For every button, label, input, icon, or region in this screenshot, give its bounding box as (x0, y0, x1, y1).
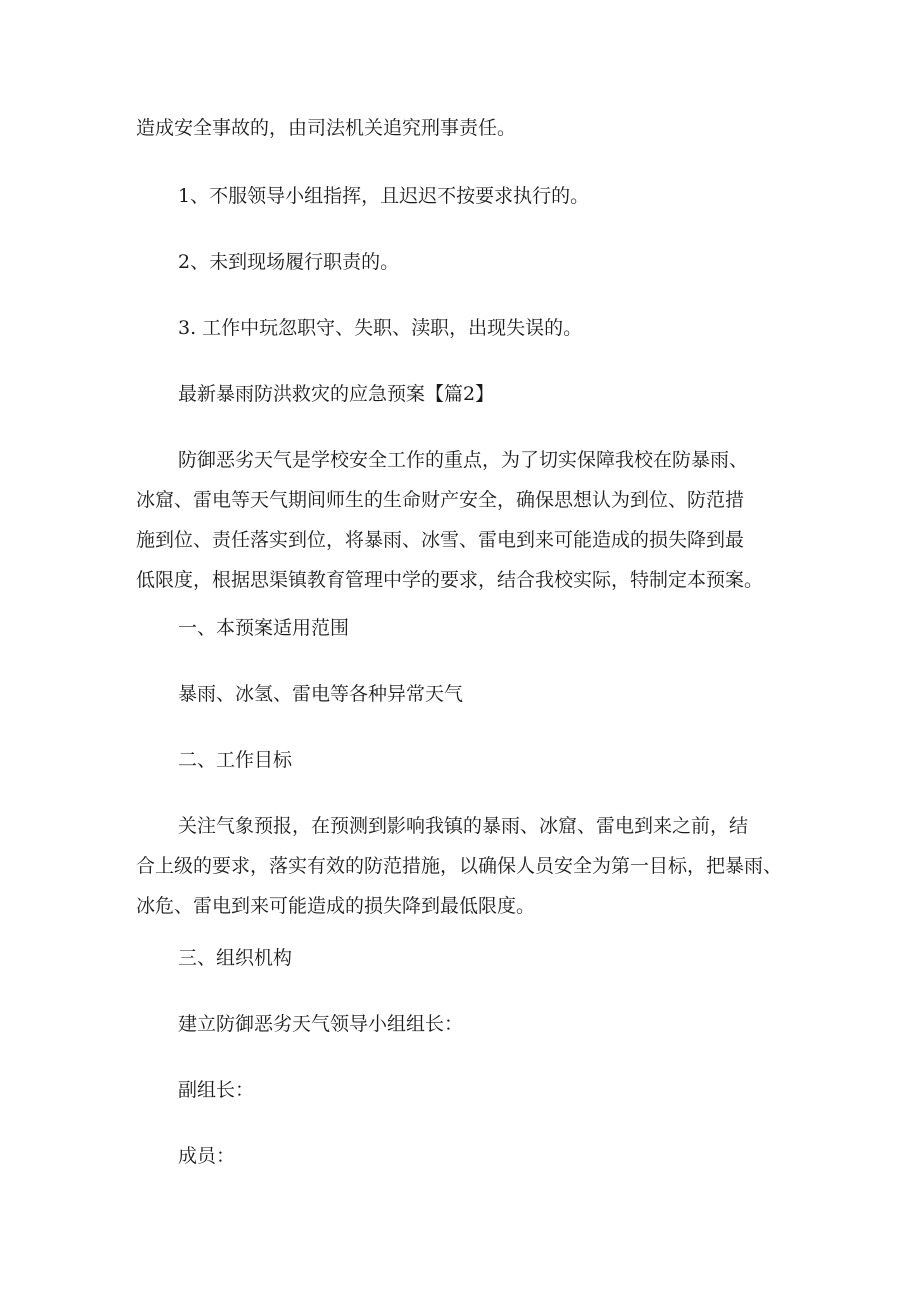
section-1-body: 暴雨、冰氢、雷电等各种异常天气 (178, 683, 464, 705)
section-3-title: 三、组织机构 (178, 947, 293, 969)
list-item-2: 2、未到现场履行职责的。 (178, 251, 400, 273)
goal-paragraph (136, 814, 796, 918)
list-item-3: 3. 工作中玩忽职守、失职、渎职，出现失误的。 (178, 317, 583, 339)
org-deputy: 副组长： (178, 1079, 255, 1101)
list-item-1: 1、不服领导小组指挥，且迟迟不按要求执行的。 (178, 185, 590, 207)
goal-line-1: 关注气象预报，在预测到影响我镇的暴雨、冰窟、雷电到来之前，结 (178, 815, 749, 837)
intro-line-4: 低限度，根据思渠镇教育管理中学的要求，结合我校实际，特制定本预案。 (136, 569, 764, 591)
goal-line-3: 冰危、雷电到来可能造成的损失降到最低限度。 (136, 895, 536, 917)
section-heading-part2: 最新暴雨防洪救灾的应急预案【篇2】 (178, 383, 495, 405)
paragraph-continuation: 造成安全事故的，由司法机关追究刑事责任。 (136, 117, 517, 139)
org-members: 成员： (178, 1145, 236, 1167)
section-2-title: 二、工作目标 (178, 749, 293, 771)
intro-paragraph (136, 448, 796, 592)
section-1-title: 一、本预案适用范围 (178, 617, 350, 639)
org-leader: 建立防御恶劣天气领导小组组长： (178, 1013, 464, 1035)
goal-line-2: 合上级的要求，落实有效的防范措施，以确保人员安全为第一目标，把暴雨、 (136, 855, 783, 877)
intro-line-2: 冰窟、雷电等天气期间师生的生命财产安全，确保思想认为到位、防范措 (136, 489, 745, 511)
intro-line-1: 防御恶劣天气是学校安全工作的重点，为了切实保障我校在防暴雨、 (178, 449, 749, 471)
intro-line-3: 施到位、责任落实到位，将暴雨、冰雪、雷电到来可能造成的损失降到最 (136, 529, 745, 551)
